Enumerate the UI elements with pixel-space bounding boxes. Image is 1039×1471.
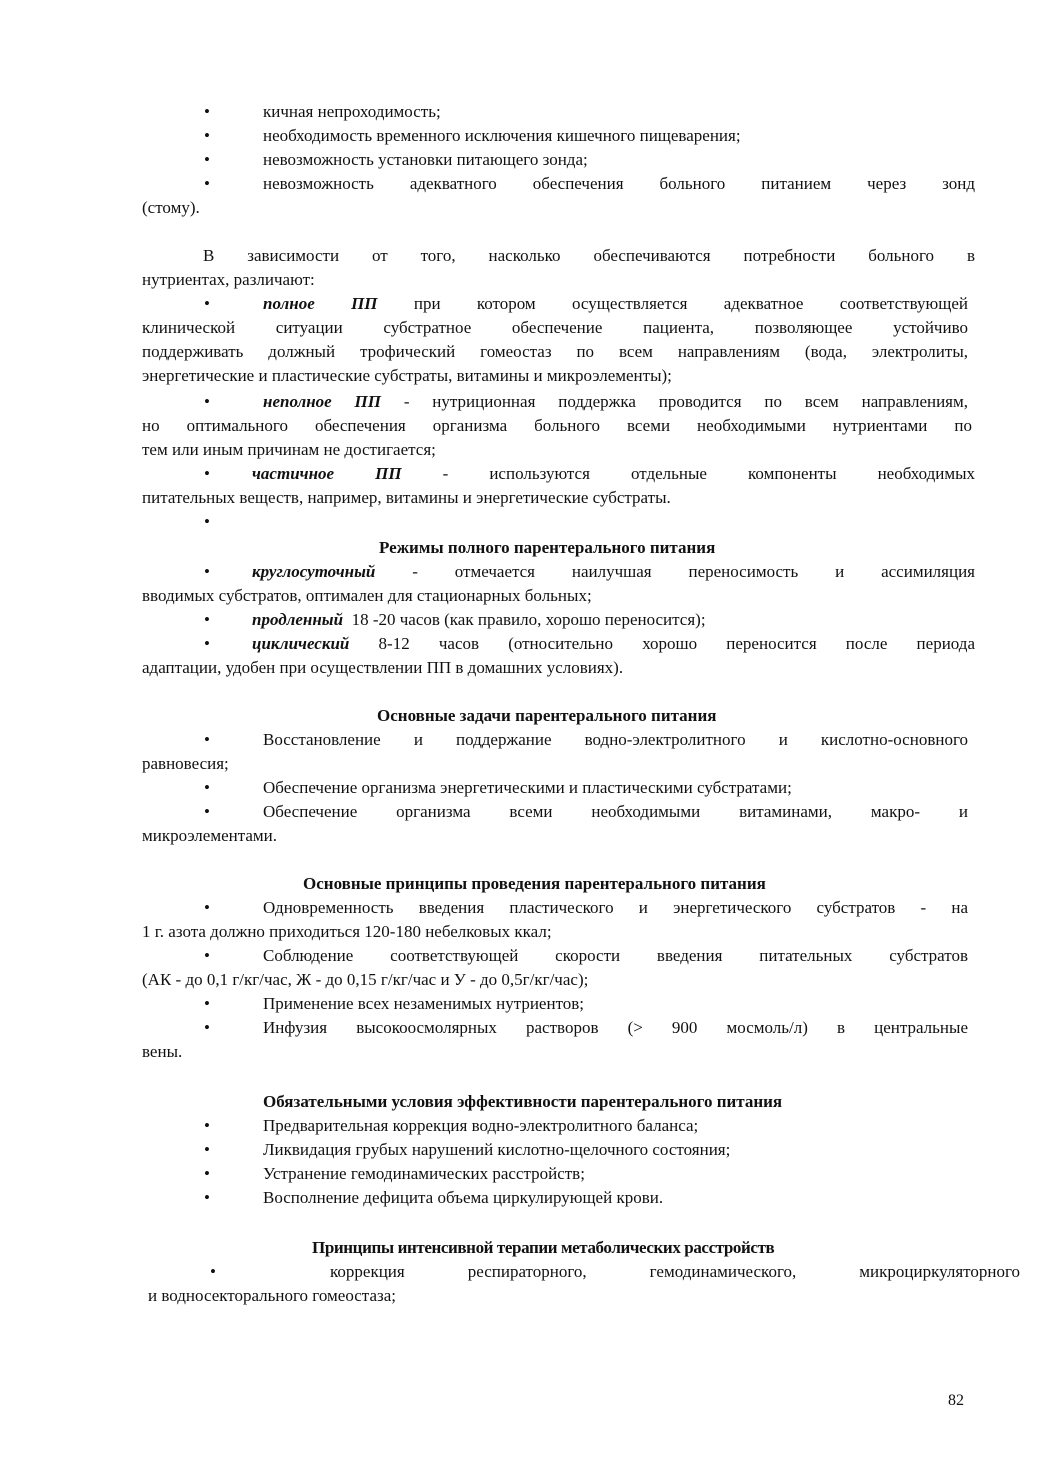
term-cyclic: циклический (252, 634, 350, 653)
list-item-text (252, 560, 975, 584)
bullet: • (204, 994, 210, 1013)
definition-text: поддерживать должный трофический гомеостаз по всем направлениям (вода, электролиты, (142, 342, 968, 361)
definition-text: - нутриционная поддержка проводится по всем направлениям, (403, 392, 968, 411)
bullet: • (204, 610, 210, 629)
definition-text: но оптимального обеспечения организма больного всеми необходимыми нутриентами по (142, 416, 972, 435)
list-item-text (263, 390, 968, 414)
list-item-text: Обеспечение организма энергетическими и пластическими субстратами; (263, 778, 792, 797)
list-item-text: Одновременность введения пластического и энергетического субстратов - на (263, 898, 968, 917)
definition-text: при котором осуществляется адекватное соответствующей (413, 294, 968, 313)
list-item-text: Ликвидация грубых нарушений кислотно-щелочного состояния; (263, 1140, 731, 1159)
definition-text: питательных веществ, например, витамины и энергетические субстраты. (142, 488, 671, 507)
list-item-text: равновесия; (142, 754, 229, 773)
bullet: • (204, 562, 210, 581)
list-item-text: коррекция респираторного, гемодинамического, микроциркуляторного (330, 1262, 1020, 1281)
bullet: • (204, 1140, 210, 1159)
list-item-text (252, 608, 706, 632)
section-heading: Принципы интенсивной терапии метаболических расстройств (312, 1238, 775, 1257)
bullet: • (204, 150, 210, 169)
list-item-text: невозможность адекватного обеспечения больного питанием через зонд (263, 174, 975, 193)
section-heading: Основные принципы проведения парентерального питания (303, 874, 766, 893)
term-incomplete-pn: неполное ПП (263, 392, 381, 411)
bullet: • (204, 392, 210, 411)
list-item-text: микроэлементами. (142, 826, 278, 845)
term-partial-pn: частичное ПП (252, 464, 402, 483)
bullet: • (204, 464, 210, 483)
list-item-text: Применение всех незаменимых нутриентов; (263, 994, 585, 1013)
definition-text: 18 -20 часов (как правило, хорошо переносится); (351, 610, 706, 629)
list-item-text: Устранение гемодинамических расстройств; (263, 1164, 585, 1183)
term-extended: продленный (252, 610, 344, 629)
bullet: • (204, 294, 210, 313)
definition-text: энергетические и пластические субстраты, витамины и микроэлементы); (142, 366, 672, 385)
list-item-text: вены. (142, 1042, 183, 1061)
bullet: • (204, 102, 210, 121)
list-item-text: и водносекторального гомеостаза; (148, 1286, 396, 1305)
list-item-text: Инфузия высокоосмолярных растворов (> 900 мосмоль/л) в центральные (263, 1018, 968, 1037)
bullet: • (204, 802, 210, 821)
page-number: 82 (948, 1392, 964, 1409)
bullet: • (204, 778, 210, 797)
list-item-text: кичная непроходимость; (263, 102, 441, 121)
list-item-text (263, 292, 968, 316)
list-item-text: Обеспечение организма всеми необходимыми витаминами, макро- и (263, 802, 968, 821)
paragraph-text: В зависимости от того, насколько обеспечиваются потребности больного в (203, 246, 975, 265)
definition-text: - отмечается наилучшая переносимость и ассимиляция (412, 562, 975, 581)
bullet: • (204, 1116, 210, 1135)
list-item-text: 1 г. азота должно приходиться 120-180 небелковых ккал; (142, 922, 552, 941)
bullet: • (204, 512, 210, 531)
section-heading: Режимы полного парентерального питания (379, 538, 716, 557)
term-round-the-clock: круглосуточный (252, 562, 376, 581)
list-item-text: (АК - до 0,1 г/кг/час, Ж - до 0,15 г/кг/час и У - до 0,5г/кг/час); (142, 970, 589, 989)
list-item-text: Восстановление и поддержание водно-электролитного и кислотно-основного (263, 730, 968, 749)
bullet: • (204, 1188, 210, 1207)
definition-text: клинической ситуации субстратное обеспечение пациента, позволяющее устойчиво (142, 318, 968, 337)
term-full-pn: полное ПП (263, 294, 378, 313)
bullet: • (210, 1262, 216, 1281)
section-heading: Обязательными условия эффективности парентерального питания (263, 1092, 783, 1111)
list-item-text: невозможность установки питающего зонда; (263, 150, 588, 169)
list-item-text: Восполнение дефицита объема циркулирующей крови. (263, 1188, 664, 1207)
paragraph-text: нутриентах, различают: (142, 270, 315, 289)
list-item-text: Предварительная коррекция водно-электролитного баланса; (263, 1116, 699, 1135)
definition-text: - используются отдельные компоненты необходимых (442, 464, 975, 483)
list-item-text: необходимость временного исключения кишечного пищеварения; (263, 126, 741, 145)
list-item-text: Соблюдение соответствующей скорости введения питательных субстратов (263, 946, 968, 965)
list-item-text (252, 462, 975, 486)
definition-text: 8-12 часов (относительно хорошо переносится после периода (378, 634, 975, 653)
bullet: • (204, 946, 210, 965)
bullet: • (204, 1018, 210, 1037)
bullet: • (204, 1164, 210, 1183)
definition-text: тем или иным причинам не достигается; (142, 440, 436, 459)
bullet: • (204, 174, 210, 193)
section-heading: Основные задачи парентерального питания (377, 706, 717, 725)
list-item-text (252, 632, 975, 656)
bullet: • (204, 898, 210, 917)
bullet: • (204, 730, 210, 749)
list-item-text: (стому). (142, 198, 200, 217)
bullet: • (204, 634, 210, 653)
bullet: • (204, 126, 210, 145)
definition-text: вводимых субстратов, оптимален для стационарных больных; (142, 586, 592, 605)
definition-text: адаптации, удобен при осуществлении ПП в домашних условиях). (142, 658, 624, 677)
